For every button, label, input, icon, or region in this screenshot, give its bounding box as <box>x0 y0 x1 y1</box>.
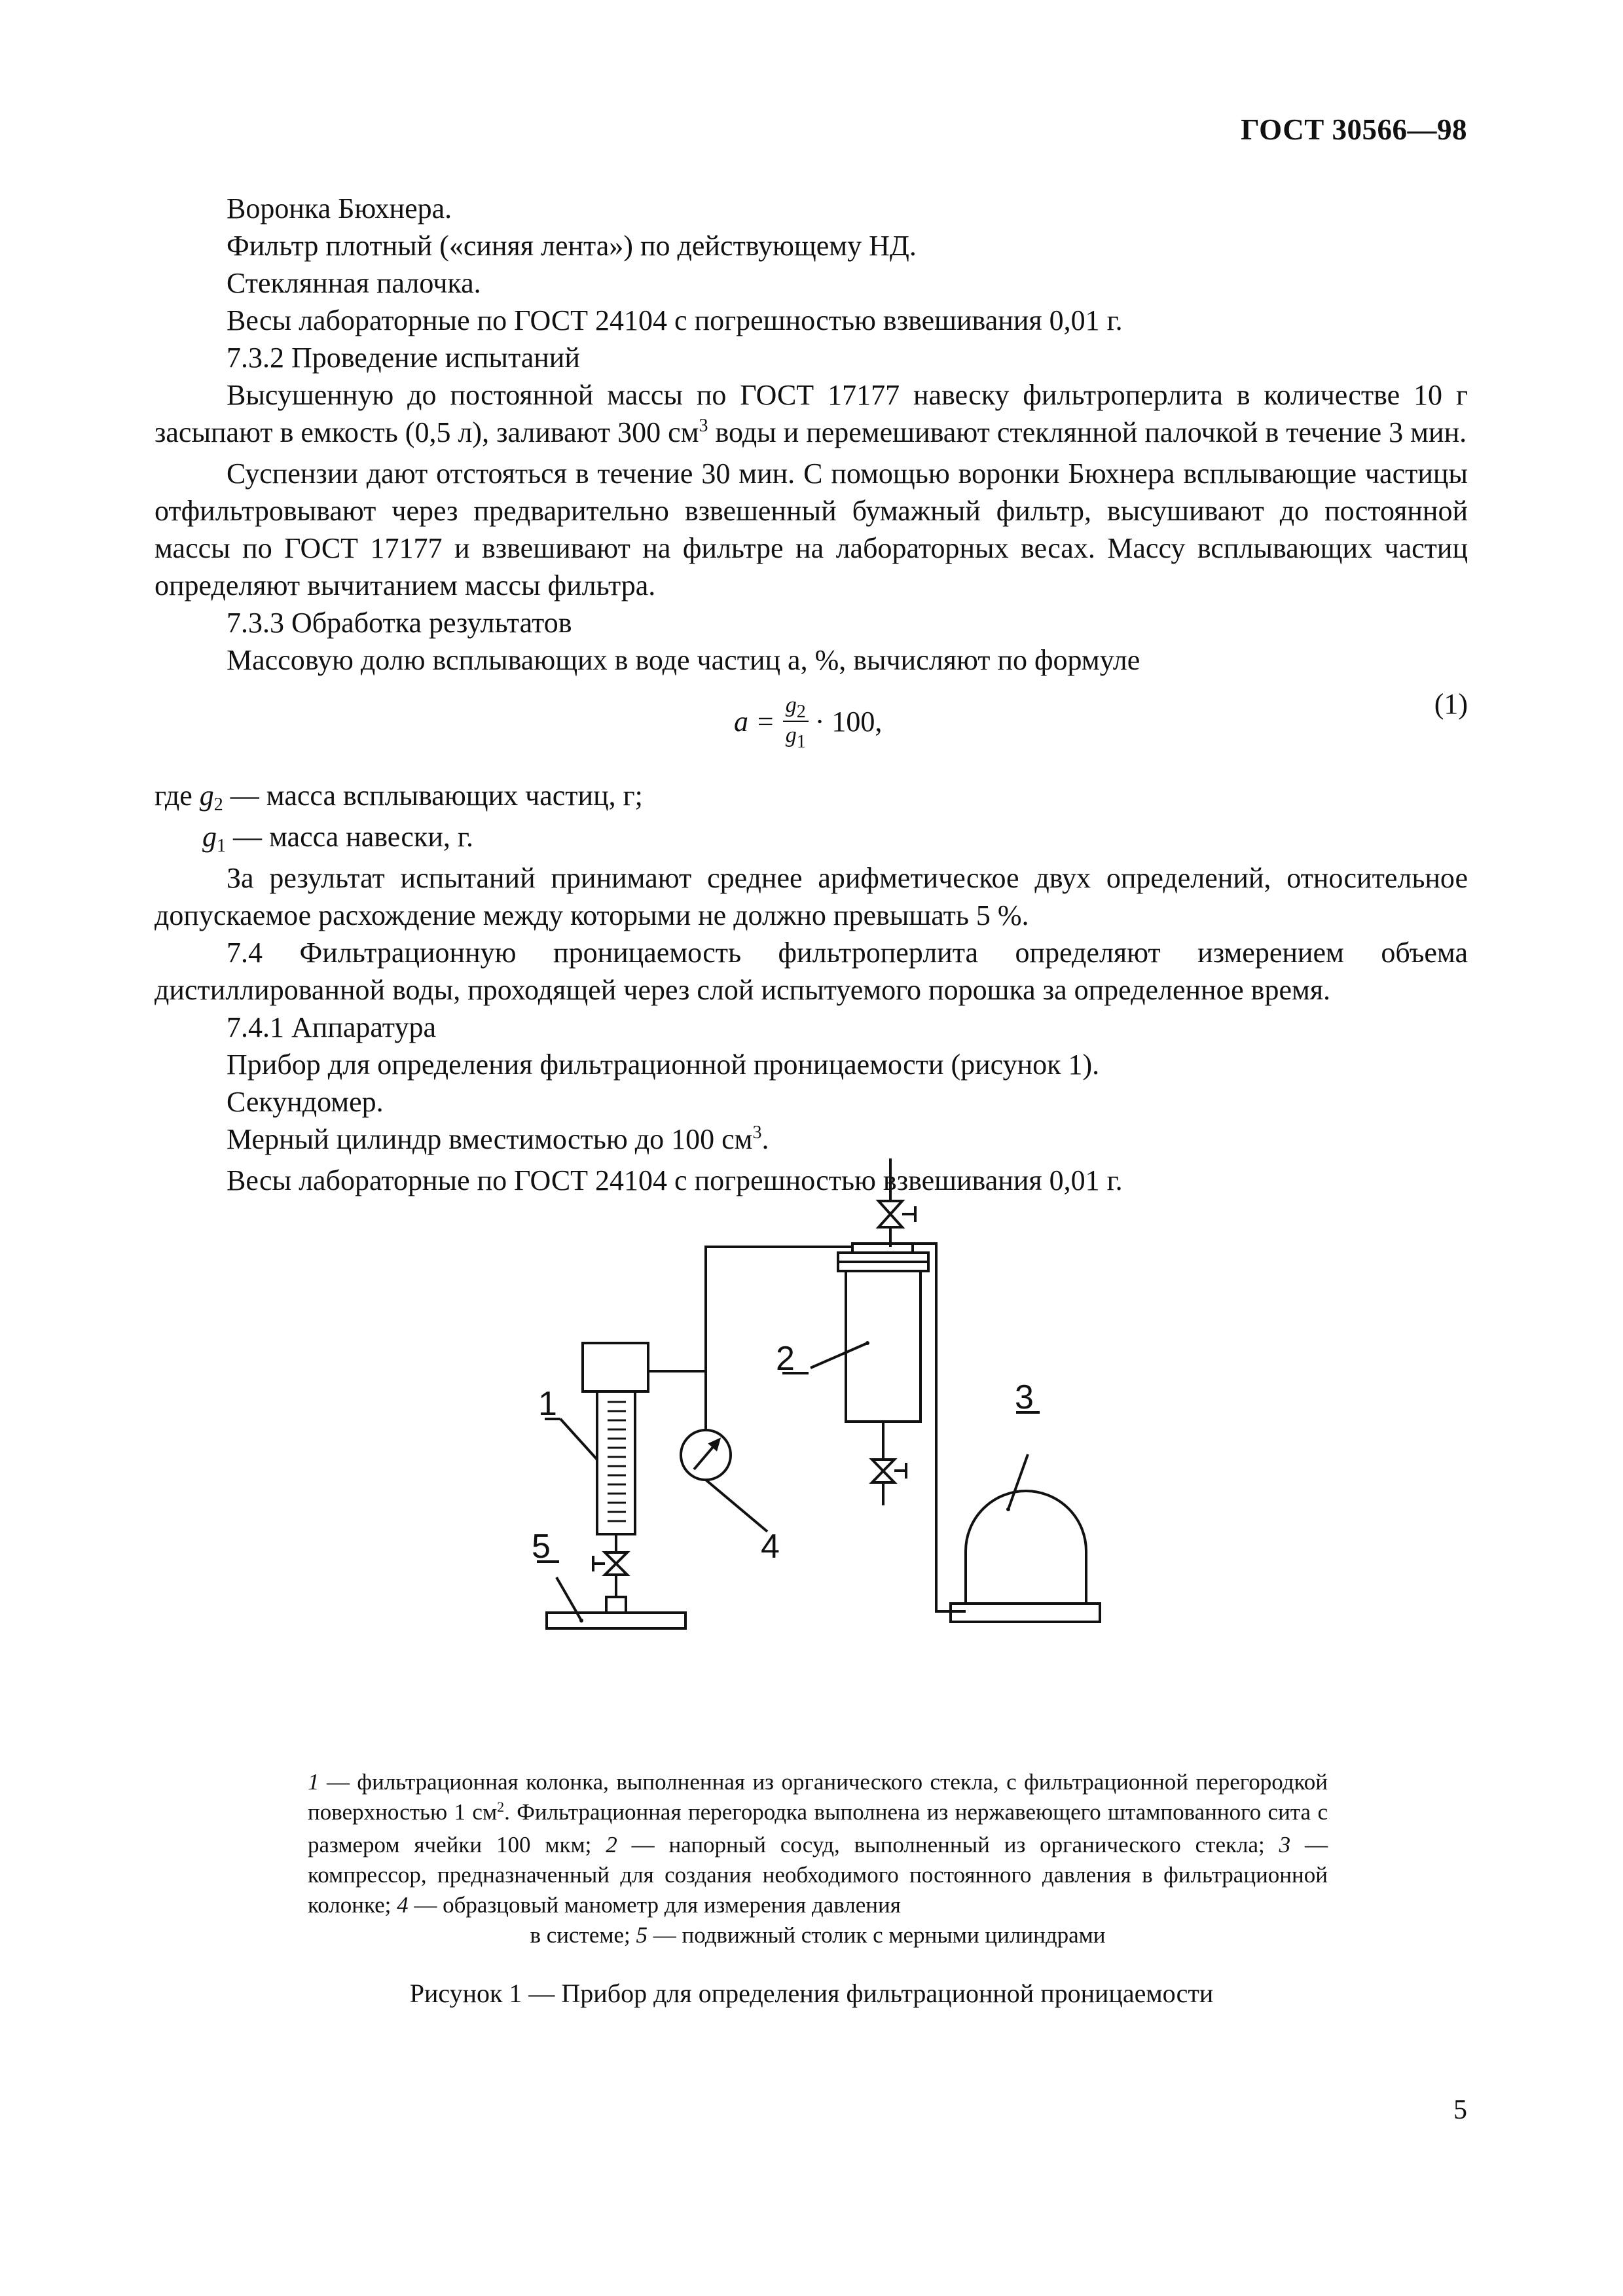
manometer-icon <box>681 1430 731 1480</box>
filtration-column <box>583 1343 648 1534</box>
formula-lhs: a = <box>734 705 775 738</box>
formula <box>734 692 882 751</box>
paragraph-text: Высушенную до постоянной массы по ГОСТ 17177 навеску фильтроперлита в количестве 10 г засыпают в емкость (0,5 л), заливают 300 см <box>155 379 1468 448</box>
where-line: где g2 — масса всплывающих частиц, г; <box>155 780 643 815</box>
page-number: 5 <box>1453 2095 1467 2125</box>
paragraph: За результат испытаний принимают среднее арифметическое двух определений, относительное допускаемое расхождение между которыми не должно превышать 5 %. <box>155 862 1468 931</box>
superscript: 3 <box>699 416 708 436</box>
label-2: 2 <box>776 1340 795 1378</box>
valve-icon <box>879 1201 915 1227</box>
text-line: Фильтр плотный («синяя лента») по действующему НД. <box>227 230 917 262</box>
compressor <box>951 1491 1100 1622</box>
label-4: 4 <box>761 1528 780 1566</box>
figure-title: Рисунок 1 — Прибор для определения фильтрационной проницаемости <box>409 1979 1214 2008</box>
movable-table <box>547 1597 685 1628</box>
section-heading: 7.3.2 Проведение испытаний <box>227 342 580 374</box>
formula-fraction <box>783 692 809 751</box>
document-code: ГОСТ 30566—98 <box>1241 113 1467 146</box>
where-line: g1 — масса навески, г. <box>202 821 473 856</box>
pressure-vessel <box>838 1244 928 1422</box>
figure-legend: 1 — фильтрационная колонка, выполненная из органического стекла, с фильтрационной перегородкой поверхностью 1 $см^2$. Фильтрационная перегородка выполнена из нержавеющего штампованного сита с размером ячейки 100 мкм; 2 — напорный сосуд, выполненный из органического стекла; 3 — компрессор, предназначенный для создания необходимого постоянного давления в фильтрационной колонке; 4 — образцовый манометр для измерения давления в системе; 5 — подвижный столик с мерными цилиндрами <box>308 1769 1328 1948</box>
label-1: 1 <box>538 1385 557 1423</box>
text-line: Воронка Бюхнера. <box>227 192 452 224</box>
formula-rhs: · 100, <box>814 705 883 738</box>
label-3: 3 <box>1015 1378 1034 1416</box>
text-line: Стеклянная палочка. <box>227 267 481 299</box>
valve-icon <box>872 1460 906 1482</box>
paragraph: Суспензии дают отстояться в течение 30 мин. С помощью воронки Бюхнера всплывающие частицы отфильтровывают через предварительно взвешенный бумажный фильтр, высушивают до постоянной массы по ГОСТ 17177 и взвешивают на фильтре на лабораторных весах. Массу всплывающих частиц определяют вычитанием массы фильтра. <box>155 457 1468 601</box>
text-line: Прибор для определения фильтрационной проницаемости (рисунок 1). <box>227 1049 1100 1081</box>
compressor-pipe <box>890 1244 966 1611</box>
formula-numerator: $g_2$ <box>783 692 809 722</box>
formula-row <box>155 679 1468 777</box>
text-line: Секундомер. <box>227 1086 384 1118</box>
formula-denominator: $g_1$ <box>785 723 806 752</box>
section-heading: 7.4.1 Аппаратура <box>227 1011 436 1043</box>
paragraph-text: воды и перемешивают стеклянной палочкой в течение 3 мин. <box>708 416 1467 448</box>
valve-icon <box>593 1552 627 1575</box>
section-heading: 7.3.3 Обработка результатов <box>227 607 572 639</box>
paragraph <box>155 376 1468 455</box>
body-text <box>155 190 1468 1199</box>
paragraph: 7.4 Фильтрационную проницаемость фильтроперлита определяют измерением объема дистиллированной воды, проходящей через слой испытуемого порошка за определенное время. <box>155 937 1468 1006</box>
label-5: 5 <box>532 1528 551 1566</box>
paragraph: Массовую долю всплывающих в воде частиц a, %, вычисляют по формуле <box>227 644 1140 676</box>
formula-number: (1) <box>1434 688 1468 720</box>
text-line: Весы лабораторные по ГОСТ 24104 с погрешностью взвешивания 0,01 г. <box>227 304 1123 336</box>
text-line: Мерный цилиндр вместимостью до 100 $см^3$. <box>227 1122 769 1155</box>
text-line: Весы лабораторные по ГОСТ 24104 с погрешностью взвешивания 0,01 г. <box>227 1164 1123 1196</box>
apparatus-diagram <box>511 1139 1113 1689</box>
